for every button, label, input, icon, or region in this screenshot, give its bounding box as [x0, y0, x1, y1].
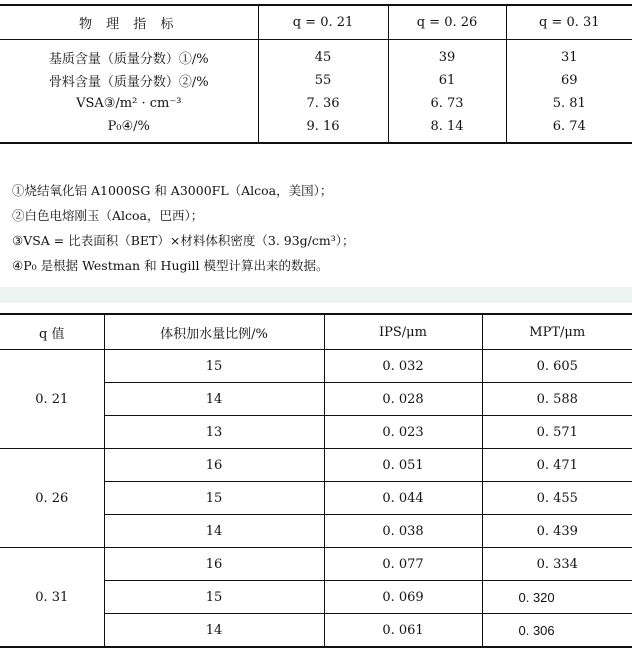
cell-value: 55 — [258, 69, 388, 92]
table2-header-q: q 值 — [0, 314, 104, 350]
table1-footnotes — [12, 178, 622, 278]
cell-value: 6. 73 — [388, 92, 506, 115]
cell-value: 5. 81 — [506, 92, 632, 115]
footnote-1: ①烧结氧化铝 A1000SG 和 A3000FL（Alcoa，美国）； — [12, 183, 333, 198]
footnote-2: ②白色电熔刚玉（Alcoa，巴西）； — [12, 208, 204, 223]
mpt-cell: 0. 588 — [482, 383, 632, 416]
cell-value: 45 — [258, 40, 388, 70]
ips-cell: 0. 038 — [324, 515, 482, 548]
table2-header-mpt: MPT/μm — [482, 314, 632, 350]
table2-header-row — [0, 314, 632, 350]
water-ratio-cell: 14 — [104, 515, 324, 548]
water-ratio-cell: 14 — [104, 383, 324, 416]
table-row — [0, 548, 632, 581]
table1-header-property: 物 理 指 标 — [0, 5, 258, 40]
cell-value: 31 — [506, 40, 632, 70]
water-ratio-cell: 13 — [104, 416, 324, 449]
water-ratio-cell: 16 — [104, 449, 324, 482]
table1-row — [0, 92, 632, 115]
table-row — [0, 350, 632, 383]
pore-size-table — [0, 313, 632, 648]
cell-value: 39 — [388, 40, 506, 70]
table1-row — [0, 40, 632, 70]
row-label: 骨料含量（质量分数）②/% — [48, 75, 209, 90]
section-divider — [0, 287, 632, 303]
q-group-label: 0. 21 — [35, 391, 69, 407]
ips-cell: 0. 077 — [324, 548, 482, 581]
ips-cell: 0. 051 — [324, 449, 482, 482]
mpt-cell: 0. 334 — [482, 548, 632, 581]
mpt-cell: 0. 571 — [482, 416, 632, 449]
mpt-cell: 0. 455 — [482, 482, 632, 515]
cell-value: 6. 74 — [506, 115, 632, 143]
water-ratio-cell: 15 — [104, 482, 324, 515]
mpt-cell: 0. 320 — [482, 581, 632, 614]
mpt-cell: 0. 471 — [482, 449, 632, 482]
table1-header-q021: q = 0. 21 — [258, 5, 388, 40]
table1-header-q026: q = 0. 26 — [388, 5, 506, 40]
mpt-cell: 0. 306 — [482, 614, 632, 648]
mpt-cell: 0. 605 — [482, 350, 632, 383]
row-label: 基质含量（质量分数）①/% — [48, 52, 209, 67]
q-group-label: 0. 31 — [0, 548, 104, 648]
water-ratio-cell: 15 — [104, 581, 324, 614]
table1-header-row — [0, 5, 632, 40]
row-label: P₀④/% — [107, 119, 150, 134]
ips-cell: 0. 061 — [324, 614, 482, 648]
water-ratio-cell: 15 — [104, 350, 324, 383]
q-group-label: 0. 26 — [0, 449, 104, 548]
table-row — [0, 449, 632, 482]
table1-header-q031: q = 0. 31 — [506, 5, 632, 40]
ips-cell: 0. 028 — [324, 383, 482, 416]
water-ratio-cell: 14 — [104, 614, 324, 648]
mpt-cell: 0. 439 — [482, 515, 632, 548]
ips-cell: 0. 044 — [324, 482, 482, 515]
footnote-4: ④P₀ 是根据 Westman 和 Hugill 模型计算出来的数据。 — [12, 258, 329, 273]
ips-cell: 0. 032 — [324, 350, 482, 383]
table1-row — [0, 69, 632, 92]
ips-cell: 0. 023 — [324, 416, 482, 449]
water-ratio-cell: 16 — [104, 548, 324, 581]
table2-header-water-ratio: 体积加水量比例/% — [104, 314, 324, 350]
physical-properties-table — [0, 4, 632, 144]
ips-cell: 0. 069 — [324, 581, 482, 614]
cell-value: 61 — [388, 69, 506, 92]
cell-value: 69 — [506, 69, 632, 92]
row-label: VSA③/m² · cm⁻³ — [76, 96, 182, 111]
cell-value: 7. 36 — [258, 92, 388, 115]
footnote-3: ③VSA = 比表面积（BET）×材料体积密度（3. 93g/cm³）； — [12, 233, 355, 248]
table2-header-ips: IPS/μm — [324, 314, 482, 350]
cell-value: 8. 14 — [388, 115, 506, 143]
cell-value: 9. 16 — [258, 115, 388, 143]
table1-row — [0, 115, 632, 143]
